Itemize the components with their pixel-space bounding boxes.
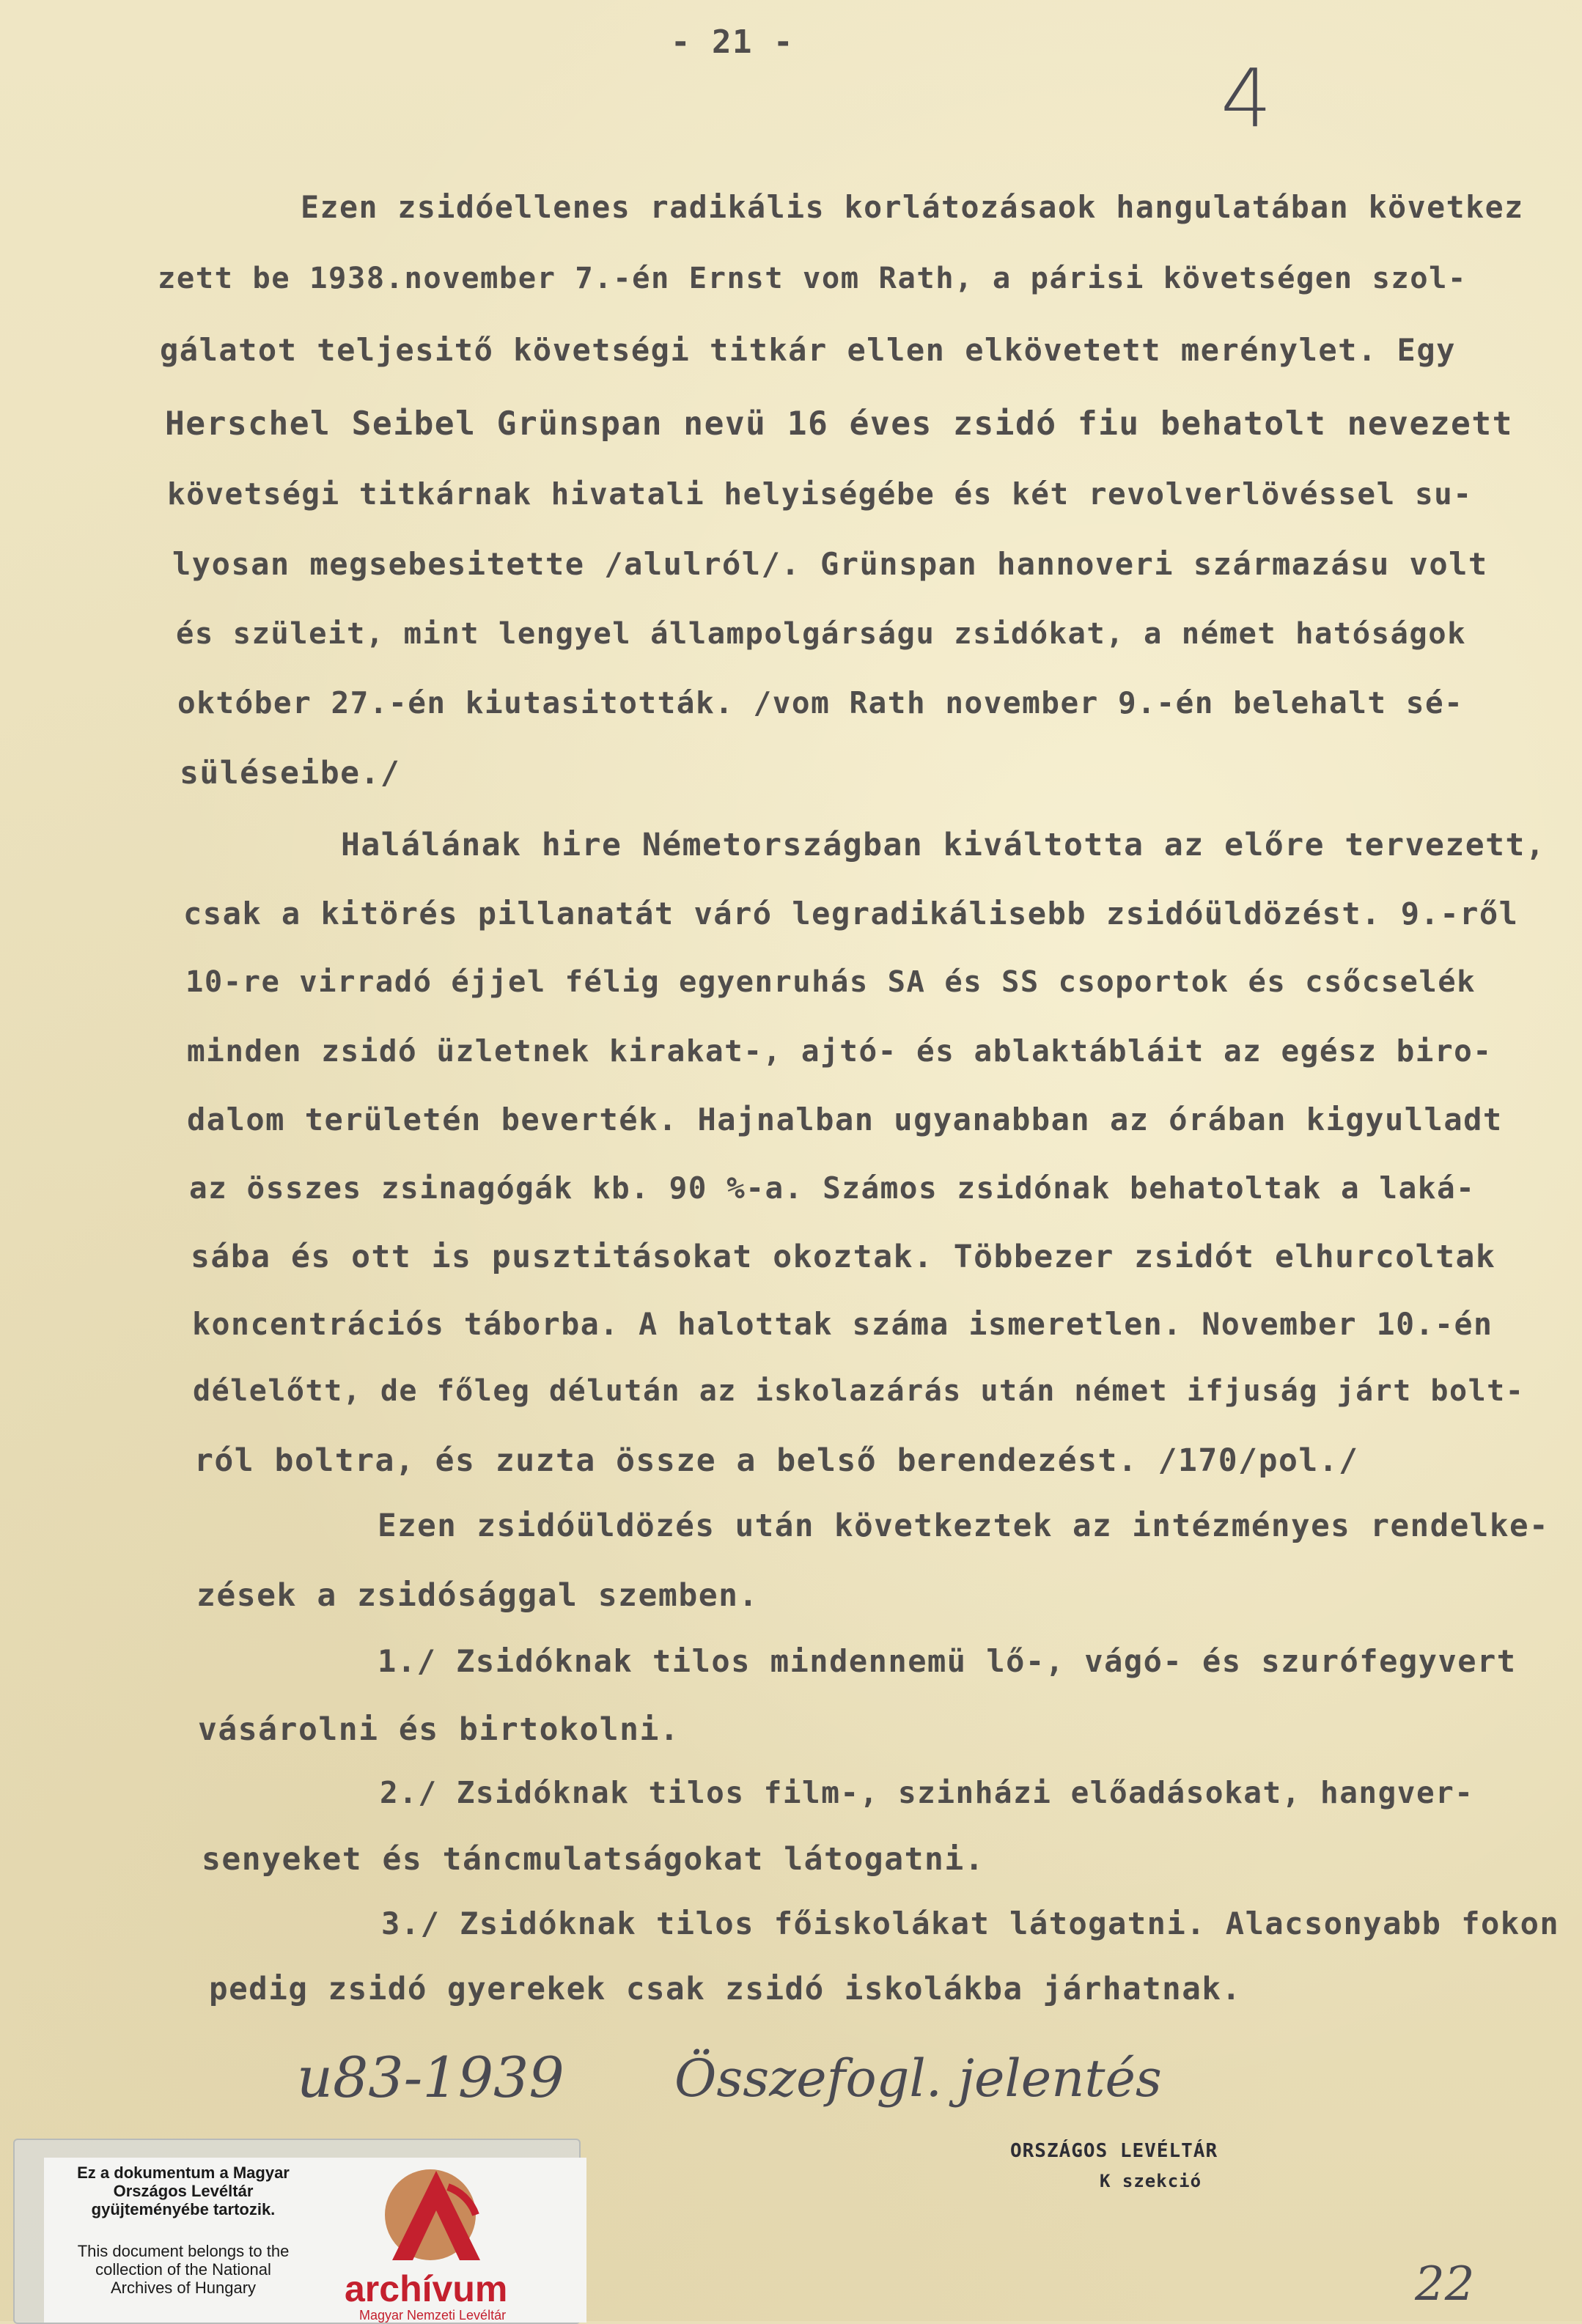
bottom-page-mark: 22 [1415, 2257, 1475, 2312]
handwritten-note: Összefogl. jelentés [674, 2048, 1162, 2109]
text-line: zett be 1938.november 7.-én Ernst vom Rath, a párisi követségen szol- [158, 260, 1467, 295]
archive-label-hu [51, 2163, 315, 2218]
text-line: Herschel Seibel Grünspan nevü 16 éves zsidó fiu behatolt nevezett [165, 405, 1513, 443]
text-line: 3./ Zsidóknak tilos főiskolákat látogatni. Alacsonyabb fokon [381, 1906, 1560, 1941]
text-line: október 27.-én kiutasitották. /vom Rath november 9.-én belehalt sé- [177, 685, 1464, 720]
archive-stamp-line2: K szekció [1100, 2171, 1202, 2191]
handwritten-reference: u83-1939 [297, 2045, 564, 2110]
text-line: senyeket és táncmulatságokat látogatni. [202, 1841, 985, 1878]
text-line: pedig zsidó gyerekek csak zsidó iskolákba járhatnak. [209, 1971, 1242, 2007]
archive-stamp-line1: ORSZÁGOS LEVÉLTÁR [1010, 2140, 1218, 2162]
label-en-line: collection of the National [95, 2260, 271, 2279]
archivum-logo-icon [378, 2165, 495, 2268]
text-line: az összes zsinagógák kb. 90 %-a. Számos zsidónak behatoltak a laká- [189, 1170, 1476, 1206]
label-hu-line: Ez a dokumentum a Magyar [77, 2163, 290, 2182]
text-line: süléseibe./ [180, 755, 401, 792]
text-line: 1./ Zsidóknak tilos mindennemü lő-, vágó- és szurófegyvert [378, 1643, 1517, 1679]
text-line: Ezen zsidóüldözés után következtek az intézményes rendelke- [378, 1508, 1550, 1544]
text-line: Ezen zsidóellenes radikális korlátozásaok hangulatában következ [301, 189, 1524, 225]
corner-mark: 4 [1221, 51, 1272, 145]
archive-label [13, 2139, 581, 2324]
archivum-logo-subtitle: Magyar Nemzeti Levéltár [359, 2308, 507, 2323]
text-line: követségi titkárnak hivatali helyiségébe és két revolverlövéssel su- [167, 476, 1473, 512]
text-line: dalom területén beverték. Hajnalban ugyanabban az órában kigyulladt [187, 1102, 1503, 1137]
text-line: minden zsidó üzletnek kirakat-, ajtó- és ablaktábláit az egész biro- [187, 1033, 1493, 1069]
label-en-line: This document belongs to the [77, 2242, 290, 2260]
text-line: vásárolni és birtokolni. [198, 1711, 680, 1748]
label-en-line: Archives of Hungary [110, 2279, 257, 2297]
text-line: csak a kitörés pillanatát váró legradikálisebb zsidóüldözést. 9.-ről [183, 896, 1519, 932]
text-line: sába és ott is pusztitásokat okoztak. Többezer zsidót elhurcoltak [191, 1239, 1496, 1275]
text-line: 2./ Zsidóknak tilos film-, szinházi előadásokat, hangver- [380, 1775, 1474, 1810]
text-line: és szüleit, mint lengyel állampolgárságu zsidókat, a német hatóságok [176, 616, 1467, 651]
label-hu-line: gyüjteményébe tartozik. [91, 2200, 276, 2218]
label-hu-line: Országos Levéltár [113, 2182, 254, 2200]
text-line: koncentrációs táborba. A halottak száma ismeretlen. November 10.-én [192, 1306, 1493, 1342]
text-line: Halálának hire Németországban kiváltotta az előre tervezett, [341, 827, 1546, 863]
archive-label-inner [44, 2158, 586, 2323]
text-line: zések a zsidósággal szemben. [196, 1577, 759, 1614]
archivum-logo-name: archívum [345, 2268, 508, 2309]
text-line: 10-re virradó éjjel félig egyenruhás SA és SS csoportok és csőcselék [185, 964, 1476, 999]
page-number: - 21 - [671, 23, 794, 61]
text-line: gálatot teljesitő követségi titkár ellen elkövetett merénylet. Egy [160, 332, 1456, 368]
text-line: délelőtt, de főleg délután az iskolazárás után német ifjuság járt bolt- [193, 1374, 1525, 1408]
text-line: lyosan megsebesitette /alulról/. Grünspan hannoveri származásu volt [172, 546, 1488, 582]
archive-label-en [51, 2242, 315, 2297]
text-line: ról boltra, és zuzta össze a belső berendezést. /170/pol./ [194, 1442, 1359, 1479]
